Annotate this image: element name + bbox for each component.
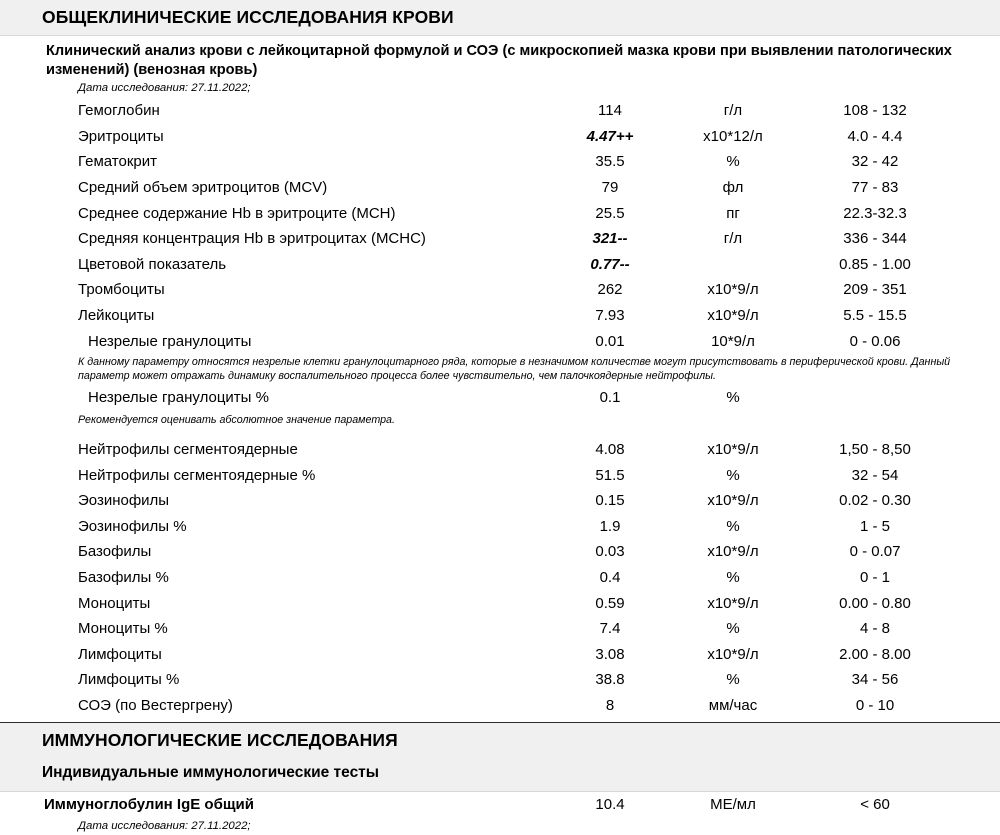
table-row: [0, 98, 1000, 124]
table-row: [0, 277, 1000, 303]
analyte-reference: 4.0 - 4.4: [847, 127, 903, 145]
analyte-reference: 0 - 0.06: [849, 332, 901, 350]
table-row: [0, 667, 1000, 693]
section-banner-immunology: [0, 723, 1000, 758]
analyte-reference: 1 - 5: [859, 517, 890, 535]
result-rows-mid: [0, 385, 1000, 411]
analyte-label: Цветовой показатель: [78, 255, 227, 273]
table-row: [0, 693, 1000, 719]
analyte-reference: 209 - 351: [843, 281, 907, 299]
analyte-reference: 0 - 1: [859, 569, 890, 587]
analyte-unit: %: [726, 517, 740, 535]
analyte-value: 7.4: [599, 620, 621, 638]
analyte-reference: 34 - 56: [851, 671, 899, 689]
analyte-label: Эозинофилы: [78, 492, 170, 510]
spacer: [0, 430, 1000, 437]
analyte-label: Иммуноглобулин IgE общий: [44, 795, 254, 813]
analyte-value: 114: [598, 102, 622, 120]
table-row: [0, 616, 1000, 642]
analyte-unit: МЕ/мл: [710, 795, 756, 813]
analyte-unit: x10*9/л: [707, 492, 759, 510]
analyte-reference: 2.00 - 8.00: [839, 645, 911, 663]
subsection-banner-individual-tests: [0, 758, 1000, 791]
footnote-immature-granulocytes: К данному параметру относятся незрелые клетки гранулоцитарного ряда, которые в незначимом количестве могут присутствовать в периферической крови. Данный параметр может отражать динамику воспалительного процесса более чувствительно, чем палочкоядерные нейтрофилы.: [78, 356, 951, 383]
analyte-label: Нейтрофилы сегментоядерные %: [78, 466, 316, 484]
analyte-value: 4.47++: [586, 127, 634, 145]
analyte-reference: 336 - 344: [843, 230, 907, 248]
analyte-reference: 1,50 - 8,50: [839, 441, 911, 459]
analyte-unit: x10*9/л: [707, 306, 759, 324]
analyte-unit: %: [726, 466, 740, 484]
analyte-reference: < 60: [860, 795, 890, 813]
analyte-value: 7.93: [595, 306, 625, 324]
table-row: [0, 226, 1000, 252]
table-row: [0, 591, 1000, 617]
analyte-unit: %: [726, 153, 740, 171]
analyte-label: Эозинофилы %: [78, 517, 187, 535]
table-row: [0, 149, 1000, 175]
analyte-label: Гемоглобин: [78, 102, 160, 120]
analyte-value: 10.4: [595, 795, 625, 813]
table-row: [0, 124, 1000, 150]
analyte-value: 25.5: [595, 204, 625, 222]
analyte-reference: 0.85 - 1.00: [839, 255, 911, 273]
analyte-reference: 0.00 - 0.80: [839, 594, 911, 612]
analyte-label: Лимфоциты %: [78, 671, 180, 689]
analyte-reference: 77 - 83: [851, 178, 899, 196]
analyte-unit: мм/час: [708, 697, 758, 714]
table-row: [0, 252, 1000, 278]
analyte-unit: x10*9/л: [707, 543, 759, 561]
analyte-label: Гематокрит: [78, 153, 157, 171]
analyte-label: Базофилы %: [78, 569, 169, 587]
analyte-unit: x10*9/л: [707, 645, 759, 663]
analyte-value: 3.08: [595, 645, 625, 663]
analyte-label: Средняя концентрация Hb в эритроцитах (MCHC): [78, 230, 426, 248]
analyte-value: 0.77--: [590, 255, 630, 273]
table-row: [0, 303, 1000, 329]
analyte-label: Лимфоциты: [78, 645, 162, 663]
analyte-unit: x10*9/л: [707, 594, 759, 612]
footnote-absolute-value: Рекомендуется оценивать абсолютное значение параметра.: [78, 413, 395, 426]
test-group-title: Клинический анализ крови с лейкоцитарной формулой и СОЭ (с микроскопией мазка крови при выявлении патологических изменений) (венозная кровь): [46, 43, 952, 78]
table-row: [0, 385, 1000, 411]
analyte-reference: 32 - 42: [851, 153, 899, 171]
analyte-value: 0.59: [595, 594, 625, 612]
analyte-unit: %: [726, 671, 740, 689]
analyte-label: Средний объем эритроцитов (MCV): [78, 178, 328, 196]
analyte-reference: 0 - 0.07: [849, 543, 901, 561]
analyte-label: Нейтрофилы сегментоядерные: [78, 441, 298, 459]
analyte-value: 0.15: [595, 492, 625, 510]
analyte-label: Среднее содержание Hb в эритроците (MCH): [78, 204, 396, 222]
analyte-unit: %: [726, 620, 740, 638]
analyte-value: 321--: [592, 230, 628, 248]
analyte-value: 0.1: [599, 389, 621, 407]
analyte-label: Эритроциты: [78, 127, 164, 145]
analyte-unit: x10*9/л: [707, 441, 759, 459]
analyte-label: Незрелые гранулоциты %: [88, 389, 269, 407]
table-row: [0, 201, 1000, 227]
analyte-reference: 0.02 - 0.30: [839, 492, 911, 510]
analyte-label: Моноциты %: [78, 620, 168, 638]
table-row: [0, 539, 1000, 565]
table-row: [0, 175, 1000, 201]
table-row: [0, 642, 1000, 668]
analyte-unit: г/л: [723, 230, 743, 248]
analyte-value: 51.5: [595, 466, 625, 484]
analyte-value: 79: [601, 178, 619, 196]
result-rows-head: [0, 98, 1000, 354]
analyte-value: 0.4: [599, 569, 621, 587]
table-row: [0, 463, 1000, 489]
analyte-unit: x10*9/л: [707, 281, 759, 299]
immunology-result-date: Дата исследования: 27.11.2022;: [78, 819, 251, 832]
analyte-unit: 10*9/л: [711, 332, 755, 350]
analyte-value: 0.01: [595, 332, 625, 350]
analyte-unit: пг: [726, 204, 740, 222]
analyte-reference: 4 - 8: [859, 620, 890, 638]
analyte-label: Незрелые гранулоциты: [88, 332, 252, 350]
analyte-unit: x10*12/л: [703, 127, 763, 145]
analyte-unit: фл: [722, 178, 744, 196]
analyte-unit: г/л: [723, 102, 743, 120]
section-banner-blood: [0, 0, 1000, 35]
analyte-reference: 0 - 10: [855, 697, 895, 714]
analyte-label: СОЭ (по Вестергрену): [78, 697, 233, 714]
subsection-title-individual-tests: Индивидуальные иммунологические тесты: [42, 763, 380, 781]
table-row: [0, 437, 1000, 463]
result-rows-tail: [0, 437, 1000, 719]
table-row: [0, 329, 1000, 355]
analyte-label: Тромбоциты: [78, 281, 165, 299]
analyte-reference: 22.3-32.3: [843, 204, 907, 222]
table-row: [0, 565, 1000, 591]
analyte-label: Моноциты: [78, 594, 151, 612]
section-title-blood: ОБЩЕКЛИНИЧЕСКИЕ ИССЛЕДОВАНИЯ КРОВИ: [42, 7, 454, 27]
table-row: [0, 514, 1000, 540]
analyte-unit: %: [726, 389, 740, 407]
analyte-reference: 32 - 54: [851, 466, 899, 484]
analyte-value: 262: [597, 281, 623, 299]
analyte-value: 4.08: [595, 441, 625, 459]
analyte-unit: %: [726, 569, 740, 587]
analyte-value: 38.8: [595, 671, 625, 689]
analyte-label: Лейкоциты: [78, 306, 155, 324]
table-row-immunoglobulin: [0, 792, 1000, 817]
analyte-value: 0.03: [595, 543, 625, 561]
table-row: [0, 488, 1000, 514]
analyte-value: 8: [605, 697, 615, 714]
analyte-reference: 108 - 132: [843, 102, 907, 120]
analyte-value: 35.5: [595, 153, 625, 171]
test-group-date: Дата исследования: 27.11.2022;: [78, 82, 251, 95]
section-title-immunology: ИММУНОЛОГИЧЕСКИЕ ИССЛЕДОВАНИЯ: [42, 729, 398, 750]
analyte-label: Базофилы: [78, 543, 152, 561]
analyte-value: 1.9: [599, 517, 621, 535]
analyte-reference: 5.5 - 15.5: [843, 306, 907, 324]
